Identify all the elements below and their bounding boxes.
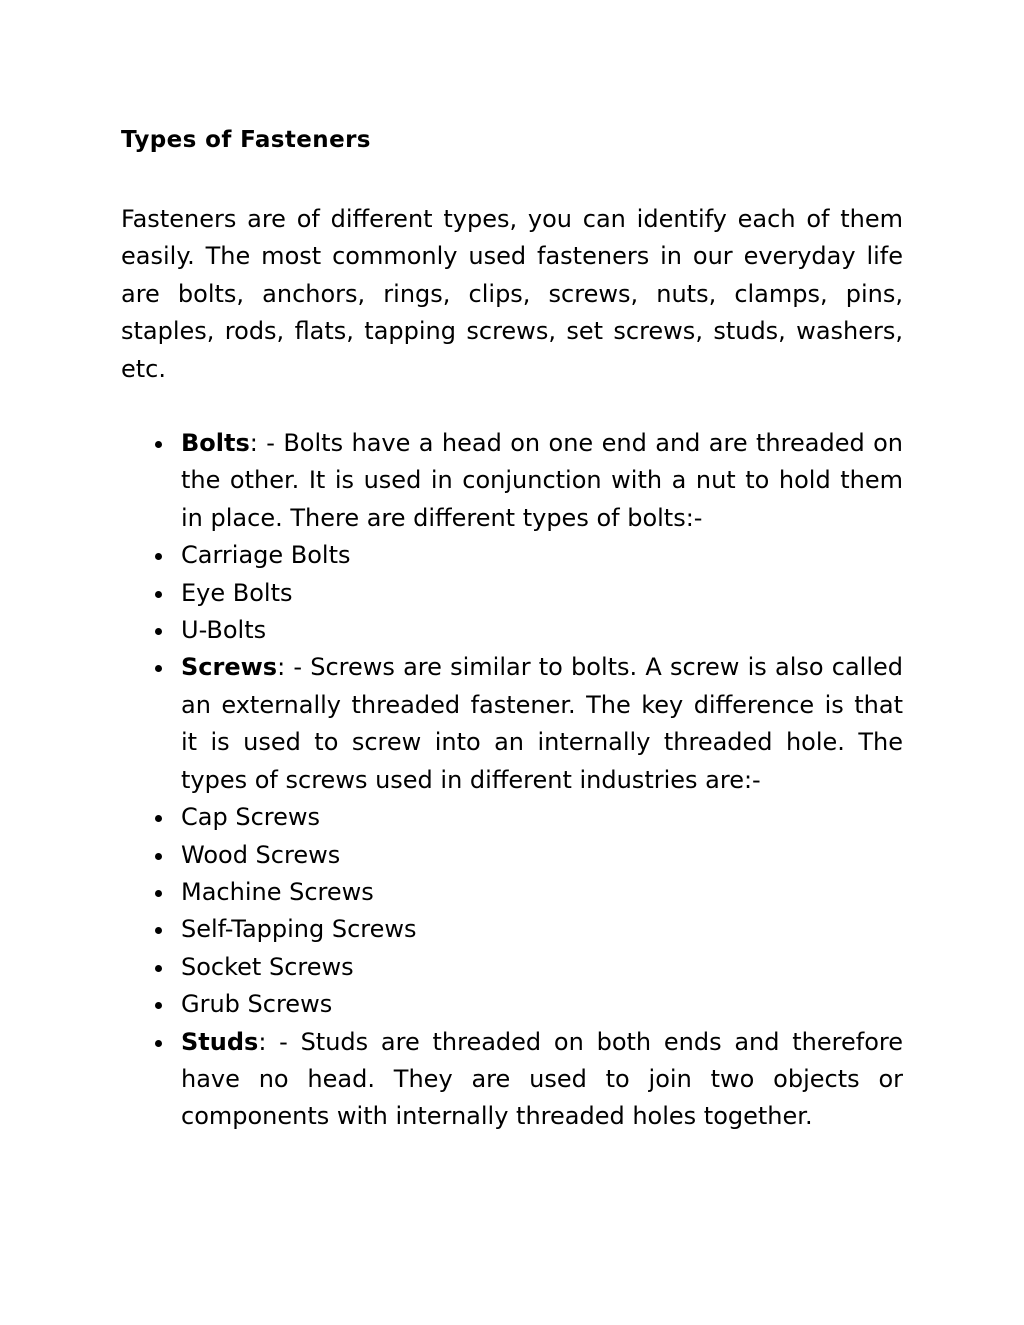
list-item: Socket Screws — [121, 949, 903, 986]
list-item: Cap Screws — [121, 799, 903, 836]
list-item: Carriage Bolts — [121, 537, 903, 574]
bolts-description: : - Bolts have a head on one end and are threaded on the other. It is used in conjunction with a nut to hold them in place. There are different types of bolts:- — [181, 429, 903, 532]
list-item-screws — [121, 649, 903, 799]
intro-paragraph: Fasteners are of different types, you can identify each of them easily. The most commonly used fasteners in our everyday life are bolts, anchors, rings, clips, screws, nuts, clamps, pins, staples, rods, flats, tapping screws, set screws, studs, washers, etc. — [121, 205, 903, 383]
studs-list — [121, 1024, 903, 1136]
list-item: U-Bolts — [121, 612, 903, 649]
list-item-studs — [121, 1024, 903, 1136]
studs-description: : - Studs are threaded on both ends and therefore have no head. They are used to join two objects or components with internally threaded holes together. — [181, 1027, 903, 1131]
bolts-list — [121, 425, 903, 649]
list-item: Machine Screws — [121, 874, 903, 911]
term-screws: Screws — [181, 653, 278, 682]
list-item: Self-Tapping Screws — [121, 911, 903, 948]
term-studs: Studs — [181, 1027, 259, 1056]
page-title: Types of Fasteners — [121, 127, 371, 153]
list-item-bolts — [121, 425, 903, 537]
list-item: Wood Screws — [121, 837, 903, 874]
screws-list — [121, 649, 903, 1023]
list-item: Eye Bolts — [121, 575, 903, 612]
list-item: Grub Screws — [121, 986, 903, 1023]
screws-description: : - Screws are similar to bolts. A screw is also called an externally threaded fastener. The key difference is that it is used to screw into an internally threaded hole. The types of screws used in different industries are:- — [181, 653, 903, 794]
term-bolts: Bolts — [181, 429, 250, 458]
